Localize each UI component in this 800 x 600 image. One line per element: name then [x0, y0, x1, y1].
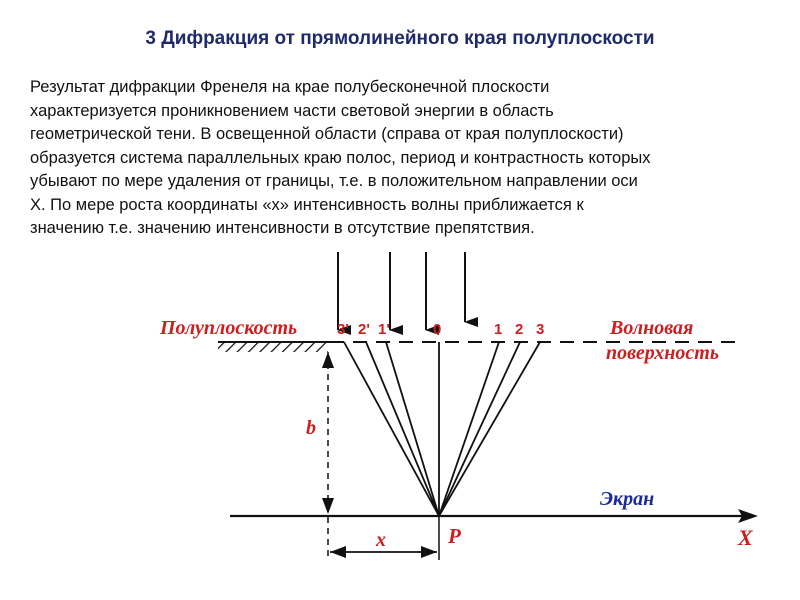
zone-label-2: 2 — [515, 321, 524, 338]
zone-label-2prime: 2' — [358, 321, 370, 338]
x-arrow-right — [421, 546, 437, 558]
ray-2 — [439, 342, 520, 516]
paragraph-line: Результат дифракции Френеля на крае полубесконечной плоскости — [30, 78, 550, 96]
ray-3prime — [344, 342, 439, 516]
paragraph-line: геометрической тени. В освещенной области (справа от края полуплоскости) — [30, 125, 624, 143]
slide-title: 3 Дифракция от прямолинейного края полуплоскости — [145, 28, 655, 49]
b-arrow-bottom — [322, 498, 334, 514]
coordinate-label-x: x — [376, 529, 386, 551]
wave-surface-label-line2: поверхность — [606, 342, 719, 364]
zone-label-3: 3 — [536, 321, 545, 338]
ray-1prime — [386, 342, 439, 516]
wave-surface-label-line1: Волновая — [610, 317, 694, 339]
half-plane-hatch — [218, 342, 328, 352]
zone-label-1: 1 — [494, 321, 503, 338]
point-label-p: P — [448, 524, 461, 548]
zone-label-3prime: 3' — [337, 321, 349, 338]
zone-label-0: 0 — [433, 321, 442, 338]
ray-2prime — [366, 342, 439, 516]
screen-label: Экран — [600, 488, 655, 510]
axis-label-x: X — [738, 525, 753, 550]
x-arrow-left — [330, 546, 346, 558]
paragraph-line: значению т.е. значению интенсивности в отсутствие препятствия. — [30, 219, 535, 237]
paragraph-line: X. По мере роста координаты «х» интенсивность волны приближается к — [30, 195, 584, 214]
paragraph-line: убывают по мере удаления от границы, т.е. в положительном направлении оси — [30, 172, 638, 190]
zone-label-1prime: 1' — [378, 321, 390, 338]
distance-label-b: b — [306, 417, 316, 439]
b-arrow-top — [322, 352, 334, 368]
paragraph-line: характеризуется проникновением части световой энергии в область — [30, 101, 554, 120]
paragraph-line: образуется система параллельных краю полос, период и контрастность которых — [30, 148, 651, 167]
half-plane-label: Полуплоскость — [160, 317, 298, 339]
